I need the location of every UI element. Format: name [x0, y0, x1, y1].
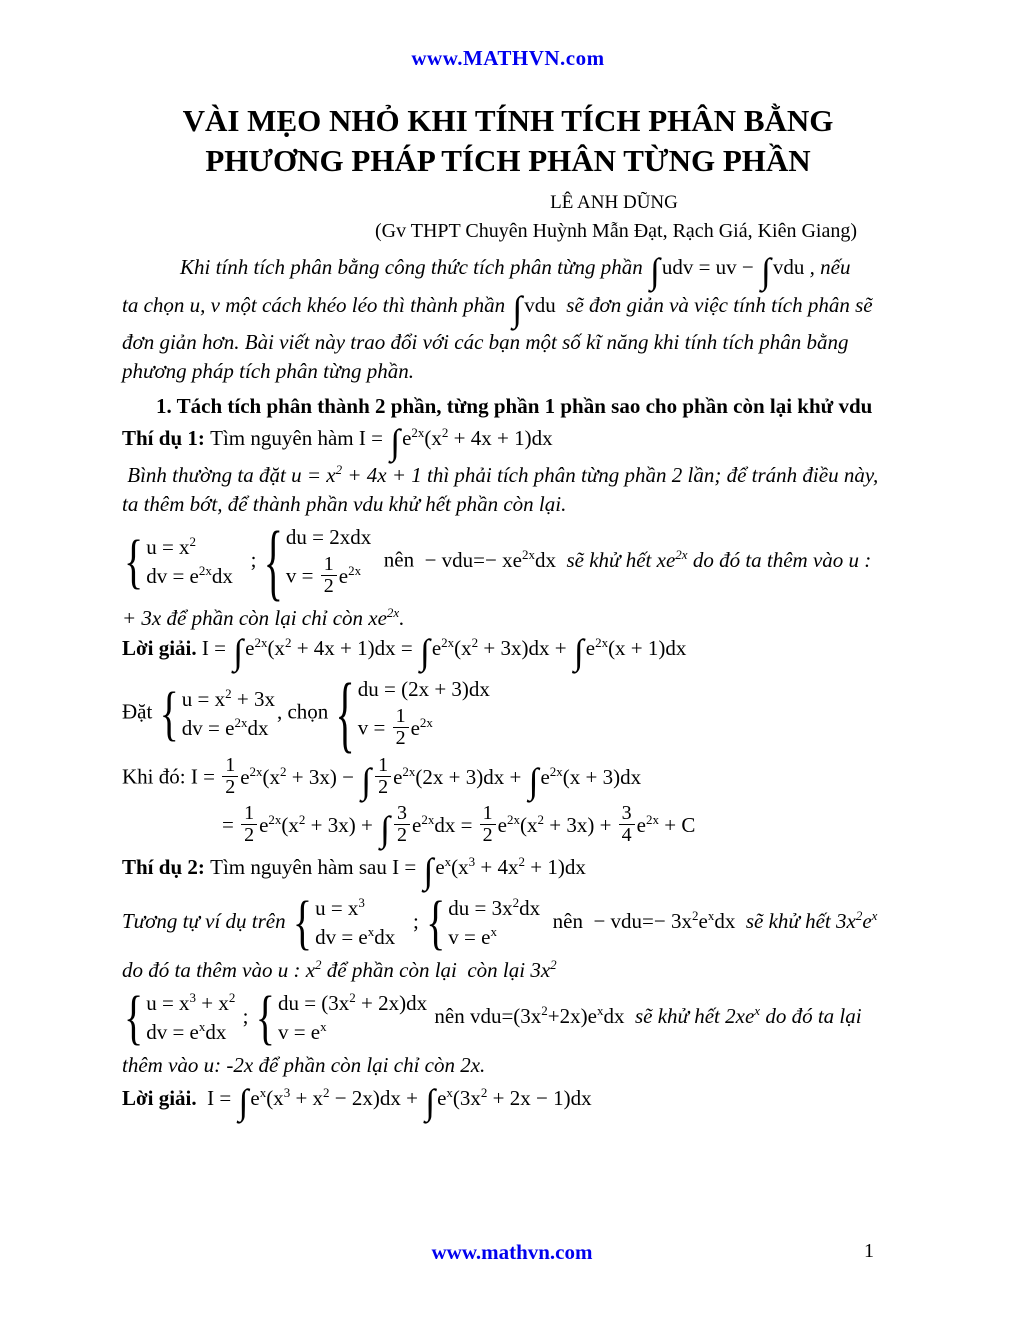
intro-line-3: [122, 329, 894, 356]
superscript: x: [198, 1019, 206, 1035]
system-row: [278, 990, 427, 1017]
example-1-statement: [122, 422, 894, 463]
fraction-numerator: 1: [321, 554, 337, 576]
math-text: $e^{2x}(x + 1)dx$: [585, 635, 687, 661]
math-text: v =: [357, 715, 391, 740]
example-2-statement: [122, 851, 894, 892]
system-row: [146, 1019, 235, 1046]
text-run: thêm vào u: -2x để phần còn lại chỉ còn 2x.: [122, 1053, 486, 1078]
document-title-line-2: PHƯƠNG PHÁP TÍCH PHÂN TỪNG PHẦN: [205, 142, 811, 178]
superscript: x: [446, 1085, 453, 1101]
text-run: 1. Tách tích phân thành 2 phần, từng phần 1 phần sao cho phần còn lại khử vdu: [156, 394, 873, 419]
superscript: 2x: [675, 546, 688, 562]
system-row: [146, 534, 233, 561]
superscript: x: [320, 1019, 327, 1035]
text-run: Đặt: [122, 699, 158, 724]
equation-system: [159, 679, 275, 747]
superscript: 2x: [411, 425, 425, 441]
system-row: [448, 895, 540, 922]
system-rows: [278, 990, 427, 1046]
math-text: ;: [234, 547, 262, 572]
superscript: 2x: [419, 714, 433, 730]
math-text: I =: [190, 764, 221, 789]
math-text: ;: [237, 1004, 254, 1029]
math-text: vdu: [772, 255, 805, 280]
page-number: 1: [864, 1240, 874, 1262]
superscript: 2: [284, 635, 292, 651]
math-text: du = 2xdx: [285, 525, 372, 550]
integral-icon: ∫: [361, 760, 372, 801]
math-text: du = (2x + 3)dx: [357, 677, 490, 702]
superscript: 2: [441, 425, 449, 441]
integral-icon: ∫: [425, 1082, 436, 1123]
fraction-denominator: 2: [244, 824, 255, 847]
superscript: 2x: [421, 811, 435, 827]
math-text: $u = x^2$: [146, 533, 197, 559]
equation-system: [426, 888, 541, 957]
superscript: 2: [349, 990, 356, 1006]
system-rows: [146, 990, 235, 1046]
text-run: phương pháp tích phân từng phần.: [122, 359, 414, 384]
text-run: Tìm nguyên hàm sau: [210, 855, 393, 880]
fraction: [375, 755, 391, 798]
math-text: $u = x^3$: [315, 895, 365, 921]
superscript: x: [754, 1003, 761, 1019]
fraction-denominator: 2: [395, 727, 406, 750]
math-text: =: [222, 812, 240, 837]
math-text: dv = $e^{2x}dx$: [181, 714, 269, 740]
text-run: sẽ khử hết $xe^{2x}$ do đó ta thêm vào u :: [561, 546, 872, 572]
math-text: $u = x^2 + 3x$: [181, 685, 275, 711]
text-run: ta thêm bớt, để thành phần vdu khử hết phần còn lại.: [122, 492, 567, 517]
example-1-remark-1: [122, 462, 894, 489]
equation-system: [292, 888, 396, 957]
fraction-numerator: 1: [375, 755, 391, 777]
system-row: [285, 553, 371, 599]
brace-icon: {: [124, 983, 144, 1052]
integral-icon: ∫: [419, 632, 430, 673]
text-run: Thí dụ 2:: [122, 855, 211, 880]
superscript: 3: [358, 895, 365, 911]
example-2-substitution-2: [122, 983, 894, 1052]
superscript: 2: [323, 1085, 330, 1101]
text-run: sẽ khử hết $3x^2e^x$: [740, 908, 878, 934]
math-text: I =: [201, 636, 232, 661]
brace-icon: {: [255, 983, 275, 1052]
system-row: [315, 895, 395, 922]
superscript: 2: [480, 1085, 488, 1101]
math-text: $e^{2x}(x^2 + 4x + 1)dx$ =: [245, 635, 418, 661]
math-text: $v = e^x$: [448, 924, 497, 950]
system-rows: [286, 524, 371, 599]
fraction: [619, 803, 635, 846]
math-text: dv = $e^xdx$: [315, 924, 396, 950]
fraction-denominator: 4: [621, 824, 632, 847]
text-run: sẽ đơn giản và việc tính tích phân sẽ: [555, 293, 873, 318]
superscript: 2x: [646, 811, 659, 827]
author-name: LÊ ANH DŨNG: [550, 192, 678, 214]
superscript: 2: [855, 908, 863, 924]
superscript: 2: [228, 990, 236, 1006]
superscript: 2: [280, 763, 287, 779]
example-1-substitution: [122, 512, 894, 610]
system-row: [146, 563, 233, 590]
fraction: [241, 803, 257, 846]
example-2-solution: [122, 1082, 894, 1123]
superscript: 2x: [506, 811, 520, 827]
math-text: $e^{2x}(x^2 + 3x)$ +: [259, 811, 379, 837]
text-run: sẽ khử hết $2xe^x$ do đó ta lại: [629, 1003, 862, 1029]
integral-icon: ∫: [233, 632, 244, 673]
integral-icon: ∫: [380, 808, 390, 849]
example-1-computation-2: [122, 802, 894, 849]
math-text: $e^{2x}(2x + 3)dx$ +: [393, 763, 527, 789]
math-text: I =: [358, 426, 389, 451]
equation-system: [263, 512, 372, 610]
system-rows: [315, 895, 395, 951]
intro-line-2: [122, 289, 894, 330]
fraction: [394, 803, 410, 846]
superscript: 2x: [348, 562, 362, 578]
intro-line-4: [122, 358, 894, 385]
text-run: nên: [429, 1004, 470, 1029]
equation-system: [124, 527, 233, 595]
superscript: x: [490, 924, 497, 940]
brace-icon: {: [335, 664, 355, 762]
superscript: 2x: [521, 546, 535, 562]
integral-icon: ∫: [238, 1082, 249, 1123]
fraction: [393, 706, 409, 749]
math-text: $u = x^3 + x^2$: [146, 990, 236, 1016]
integral-icon: ∫: [573, 632, 584, 673]
math-text: I =: [392, 855, 422, 880]
superscript: 2: [471, 635, 479, 651]
superscript: 3: [468, 854, 476, 870]
math-text: I =: [201, 1086, 237, 1111]
fraction-numerator: 1: [393, 706, 409, 728]
superscript: 2: [315, 957, 322, 973]
math-text: v =: [285, 563, 319, 588]
superscript: 2: [550, 957, 557, 973]
math-text: $e^{2x}$: [338, 562, 362, 588]
superscript: 2: [225, 685, 232, 701]
brace-icon: {: [426, 888, 446, 957]
superscript: 2x: [249, 763, 263, 779]
math-text: udv = uv −: [661, 255, 760, 280]
text-run: Lời giải.: [122, 636, 202, 661]
superscript: 2: [541, 1003, 548, 1019]
system-row: [278, 1019, 427, 1046]
brace-icon: {: [124, 527, 144, 595]
brace-icon: {: [292, 888, 313, 957]
content: [122, 251, 894, 1123]
superscript: 2: [537, 811, 544, 827]
text-run: Lời giải.: [122, 1086, 202, 1111]
fraction-denominator: 2: [323, 575, 334, 598]
superscript: x: [444, 854, 452, 870]
example-1-choice: [122, 664, 894, 762]
fraction-denominator: 2: [482, 824, 493, 847]
system-row: [182, 686, 275, 713]
math-text: dv = $e^{2x}dx$: [146, 562, 233, 588]
math-text: $e^x(3x^2 + 2x - 1)dx$: [437, 1085, 592, 1111]
text-run: + 3x để phần còn lại chỉ còn $xe^{2x}$.: [122, 605, 405, 631]
math-text: vdu: [524, 293, 556, 318]
system-row: [286, 524, 371, 551]
superscript: 2x: [254, 635, 268, 651]
intro-line-1: [122, 251, 894, 292]
section-1-heading: [122, 393, 894, 420]
math-text: ;: [397, 909, 425, 934]
example-1-remark-3: [122, 605, 894, 632]
math-text: $v = e^x$: [277, 1019, 327, 1045]
example-2-remark-1: [122, 957, 894, 984]
equation-system: [255, 983, 428, 1052]
math-text: $e^{2x}(x + 3)dx$: [540, 763, 642, 789]
superscript: 2: [518, 854, 525, 870]
superscript: 2x: [268, 811, 282, 827]
math-text: dv = $e^xdx$: [146, 1019, 227, 1045]
integral-icon: ∫: [761, 251, 771, 292]
example-1-remark-2: [122, 491, 894, 518]
document-title-line-1: VÀI MẸO NHỎ KHI TÍNH TÍCH PHÂN BẰNG: [182, 103, 834, 138]
math-text: − $vdu=- xe^{2x}dx$: [419, 546, 562, 572]
text-run: , nếu: [804, 255, 851, 280]
math-text: $e^{2x} + C$: [636, 811, 696, 837]
integral-icon: ∫: [528, 760, 539, 801]
page-footer: [0, 1240, 1024, 1270]
math-text: $e^{2x}(x^2 + 3x)$ −: [240, 763, 360, 789]
example-2-substitution-1: [122, 888, 894, 957]
system-row: [182, 715, 275, 742]
math-text: − $vdu=- 3x^2e^xdx$: [588, 908, 741, 934]
text-run: Bình thường ta đặt $u = x^2 + 4x + 1$ thì phải tích phân từng phần 2 lần; để tránh điều này,: [122, 462, 879, 488]
author-affiliation: (Gv THPT Chuyên Huỳnh Mẫn Đạt, Rạch Giá, Kiên Giang): [375, 220, 857, 243]
system-rows: [146, 534, 233, 590]
text-run: nên: [542, 909, 589, 934]
superscript: x: [367, 924, 375, 940]
document-title: [122, 101, 894, 180]
header-url-link[interactable]: www.MATHVN.com: [411, 46, 605, 70]
example-1-computation-1: [122, 754, 894, 801]
math-text: $e^{2x}(x^2 + 3x)$ +: [497, 811, 617, 837]
superscript: 2: [335, 462, 343, 478]
system-row: [315, 924, 395, 951]
superscript: 2x: [402, 763, 416, 779]
text-run: ta chọn u, v một cách khéo léo thì thành phần: [122, 293, 511, 318]
text-run: , chọn: [276, 699, 334, 724]
system-row: [448, 924, 540, 951]
superscript: 2: [189, 533, 197, 549]
text-run: nên: [373, 547, 420, 572]
system-rows: [182, 686, 275, 742]
equation-system: [335, 664, 490, 762]
brace-icon: {: [263, 512, 283, 610]
text-run: Thí dụ 1:: [122, 426, 211, 451]
equation-system: [124, 983, 236, 1052]
math-text: $e^{2x}(x^2 + 4x + 1)dx$: [402, 425, 553, 451]
superscript: x: [596, 1003, 604, 1019]
superscript: 2x: [198, 562, 212, 578]
example-2-remark-2: [122, 1052, 894, 1079]
system-row: [358, 676, 490, 703]
system-row: [146, 990, 235, 1017]
system-rows: [448, 895, 540, 951]
math-text: du = $(3x^2 + 2x)dx$: [277, 990, 428, 1016]
superscript: 2x: [441, 635, 455, 651]
superscript: 3: [189, 990, 197, 1006]
superscript: 2: [298, 811, 306, 827]
fraction-numerator: 1: [241, 803, 257, 825]
text-run: Khi tính tích phân bằng công thức tích phân từng phần: [180, 255, 648, 280]
fraction: [321, 554, 337, 597]
fraction-denominator: 2: [396, 824, 407, 847]
fraction-numerator: 3: [394, 803, 410, 825]
fraction-denominator: 2: [378, 776, 389, 799]
text-run: Tìm nguyên hàm: [210, 426, 359, 451]
text-run: Tương tự ví dụ trên: [122, 909, 291, 934]
math-text: $vdu=(3x^2+2x)e^xdx$: [469, 1003, 630, 1029]
fraction-numerator: 3: [619, 803, 635, 825]
superscript: 2x: [595, 635, 609, 651]
superscript: 3: [283, 1085, 291, 1101]
math-text: $e^{2x}(x^2 + 3x)dx$ +: [431, 635, 572, 661]
math-text: du = $3x^2dx$: [448, 895, 541, 921]
integral-icon: ∫: [649, 251, 660, 292]
footer-url-link[interactable]: www.mathvn.com: [431, 1240, 593, 1264]
math-text: $e^{2x}$: [410, 714, 433, 740]
integral-icon: ∫: [390, 422, 401, 463]
superscript: 2x: [234, 714, 248, 730]
math-text: $e^x(x^3 + x^2 - 2x)dx$ +: [250, 1085, 424, 1111]
system-row: [357, 705, 490, 751]
math-text: $e^{2x}dx$ =: [411, 811, 478, 837]
superscript: 2: [692, 908, 699, 924]
superscript: 2: [512, 895, 520, 911]
fraction-numerator: 1: [480, 803, 496, 825]
text-run: đơn giản hơn. Bài viết này trao đổi với các bạn một số kĩ năng khi tính tích phân bằng: [122, 330, 849, 355]
superscript: 2x: [549, 763, 563, 779]
superscript: 2x: [386, 605, 400, 621]
math-text: $e^x(x^3 + 4x^2 + 1)dx$: [435, 854, 586, 880]
superscript: x: [871, 908, 878, 924]
system-rows: [358, 676, 490, 751]
superscript: x: [707, 908, 715, 924]
example-1-solution: [122, 632, 894, 673]
integral-icon: ∫: [512, 289, 523, 330]
superscript: x: [259, 1085, 267, 1101]
fraction: [480, 803, 496, 846]
integral-icon: ∫: [423, 851, 434, 892]
fraction-numerator: 1: [222, 755, 238, 777]
fraction: [222, 755, 238, 798]
text-run: Khi đó:: [122, 764, 191, 789]
fraction-denominator: 2: [225, 776, 236, 799]
brace-icon: {: [159, 679, 179, 747]
text-run: do đó ta thêm vào u : $x^2$ để phần còn lại còn lại $3x^2$: [122, 957, 557, 983]
